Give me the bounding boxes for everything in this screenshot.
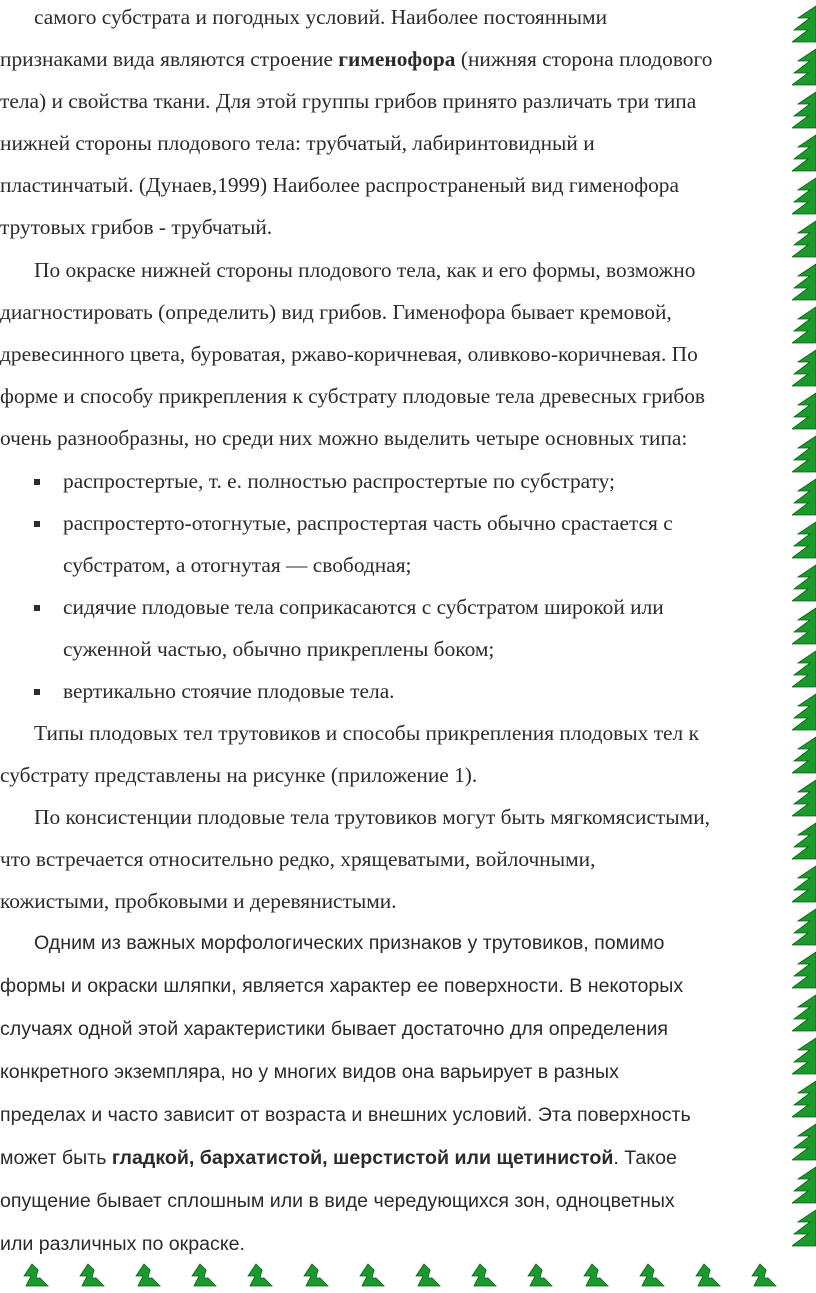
text-line: Одним из важных морфологических признаков у трутовиков, помимо xyxy=(34,932,665,954)
tree-icon xyxy=(792,434,816,474)
tree-icon xyxy=(792,950,816,990)
bold-term: гладкой, бархатистой, шерстистой или щетинистой xyxy=(111,1147,614,1169)
text-run: признаками вида являются строение xyxy=(0,47,339,71)
tree-icon xyxy=(22,1262,52,1288)
tree-icon xyxy=(134,1262,164,1288)
list-item: сидячие плодовые тела соприкасаются с субстратом широкой или xyxy=(63,595,664,619)
text-line: нижней стороны плодового тела: трубчатый, лабиринтовидный и xyxy=(0,131,595,155)
text-run: (нижняя сторона плодового xyxy=(455,47,713,71)
text-line: пределах и часто зависит от возраста и внешних условий. Эта поверхность xyxy=(0,1104,691,1126)
tree-icon xyxy=(358,1262,388,1288)
tree-icon xyxy=(792,606,816,646)
text-line: Типы плодовых тел трутовиков и способы прикрепления плодовых тел к xyxy=(34,721,699,745)
text-line: формы и окраски шляпки, является характер ее поверхности. В некоторых xyxy=(0,975,684,997)
text-line: пластинчатый. (Дунаев,1999) Наиболее распространеный вид гименофора xyxy=(0,173,679,197)
text-line: трутовых грибов - трубчатый. xyxy=(0,215,273,239)
tree-icon xyxy=(792,649,816,689)
text-line: опущение бывает сплошным или в виде чередующихся зон, одноцветных xyxy=(0,1190,675,1212)
tree-icon xyxy=(792,219,816,259)
tree-icon xyxy=(190,1262,220,1288)
bullet-marker xyxy=(34,521,40,527)
tree-icon xyxy=(792,993,816,1033)
tree-icon xyxy=(470,1262,500,1288)
tree-icon xyxy=(792,1079,816,1119)
text-line: По консистенции плодовые тела трутовиков могут быть мягкомясистыми, xyxy=(34,805,710,829)
text-run: может быть xyxy=(0,1147,112,1169)
text-line: диагностировать (определить) вид грибов. Гименофора бывает кремовой, xyxy=(0,300,672,324)
tree-icon xyxy=(792,735,816,775)
tree-icon xyxy=(792,520,816,560)
bullet-marker xyxy=(34,605,40,611)
tree-icon xyxy=(792,1208,816,1248)
text-line: очень разнообразны, но среди них можно выделить четыре основных типа: xyxy=(0,426,688,450)
text-line: кожистыми, пробковыми и деревянистыми. xyxy=(0,889,397,913)
tree-icon xyxy=(78,1262,108,1288)
text-line: самого субстрата и погодных условий. Наиболее постоянными xyxy=(34,5,608,29)
tree-icon xyxy=(792,305,816,345)
tree-icon xyxy=(792,778,816,818)
text-line xyxy=(0,49,712,70)
text-line xyxy=(0,1149,677,1169)
tree-icon xyxy=(792,821,816,861)
bullet-marker xyxy=(34,689,40,695)
list-item: распростертые, т. е. полностью распростертые по субстрату; xyxy=(63,469,615,493)
text-run: . Такое xyxy=(613,1147,677,1169)
text-line: случаях одной этой характеристики бывает достаточно для определения xyxy=(0,1018,668,1040)
text-line: конкретного экземпляра, но у многих видов она варьирует в разных xyxy=(0,1061,619,1083)
tree-icon xyxy=(792,692,816,732)
tree-icon xyxy=(792,176,816,216)
tree-icon xyxy=(792,262,816,302)
tree-icon xyxy=(792,907,816,947)
tree-icon xyxy=(750,1262,780,1288)
list-item: распростерто-отогнутые, распростертая часть обычно срастается с xyxy=(63,511,673,535)
bullet-marker xyxy=(34,479,40,485)
tree-icon xyxy=(792,1165,816,1205)
tree-icon xyxy=(582,1262,612,1288)
tree-icon xyxy=(792,563,816,603)
tree-icon xyxy=(638,1262,668,1288)
tree-icon xyxy=(792,133,816,173)
tree-icon xyxy=(792,864,816,904)
text-line: форме и способу прикрепления к субстрату плодовые тела древесных грибов xyxy=(0,384,706,408)
tree-icon xyxy=(792,477,816,517)
tree-icon xyxy=(792,391,816,431)
text-line: древесинного цвета, буроватая, ржаво-коричневая, оливково-коричневая. По xyxy=(0,342,698,366)
tree-icon xyxy=(792,1122,816,1162)
text-line: или различных по окраске. xyxy=(0,1233,245,1255)
tree-icon xyxy=(694,1262,724,1288)
tree-icon xyxy=(792,348,816,388)
tree-icon xyxy=(792,1036,816,1076)
tree-icon xyxy=(792,90,816,130)
tree-icon xyxy=(246,1262,276,1288)
tree-icon xyxy=(414,1262,444,1288)
list-item-continuation: субстратом, а отогнутая — свободная; xyxy=(63,553,412,577)
text-line: субстрату представлены на рисунке (приложение 1). xyxy=(0,763,478,787)
tree-icon xyxy=(302,1262,332,1288)
text-line: тела) и свойства ткани. Для этой группы грибов принято различать три типа xyxy=(0,89,697,113)
bold-term: гименофора xyxy=(338,47,456,71)
tree-icon xyxy=(526,1262,556,1288)
tree-icon xyxy=(792,4,816,44)
tree-icon xyxy=(792,47,816,87)
list-item: вертикально стоячие плодовые тела. xyxy=(63,679,395,703)
list-item-continuation: суженной частью, обычно прикреплены боком; xyxy=(63,637,495,661)
text-line: По окраске нижней стороны плодового тела, как и его формы, возможно xyxy=(34,258,696,282)
text-line: что встречается относительно редко, хрящеватыми, войлочными, xyxy=(0,847,596,871)
